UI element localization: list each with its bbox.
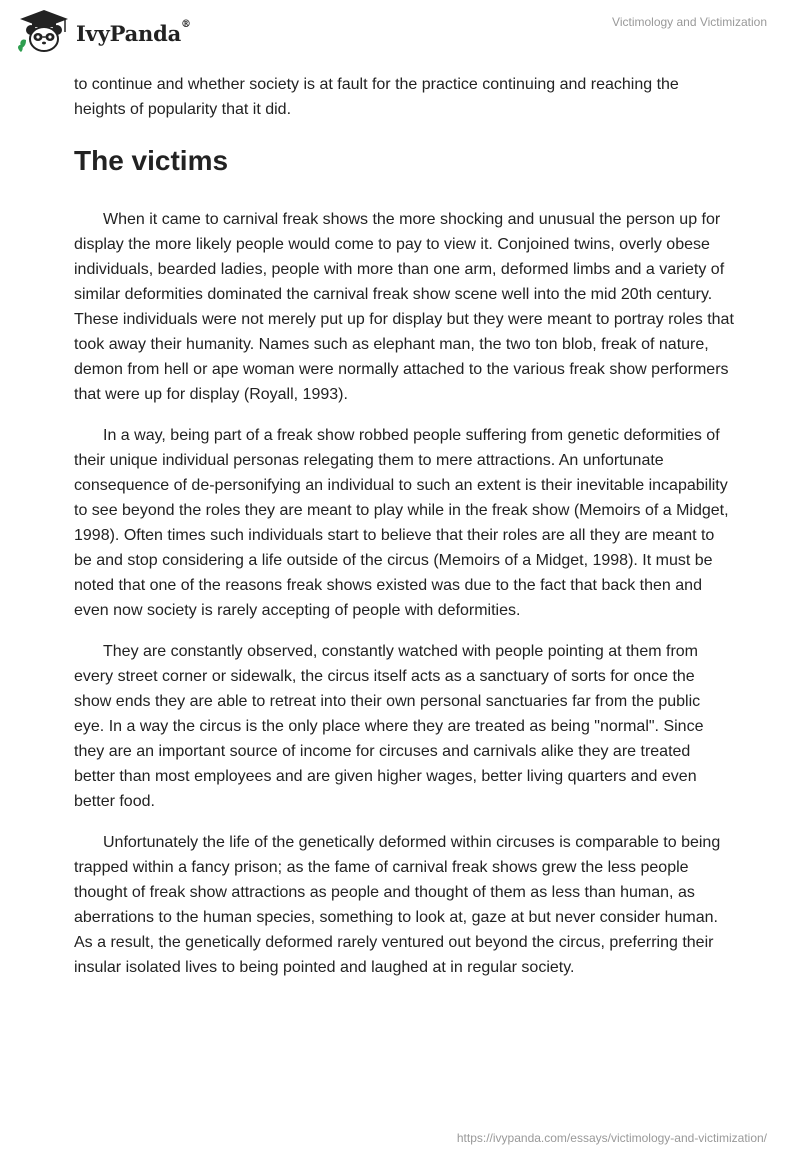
source-url-link[interactable]: https://ivypanda.com/essays/victimology-and-victimization/ <box>456 1131 767 1145</box>
section-heading: The victims <box>74 145 229 176</box>
document-title: Victimology and Victimization <box>612 15 767 29</box>
brand-name-text: IvyPanda <box>76 20 182 46</box>
registered-mark: ® <box>181 18 191 30</box>
brand-name <box>76 18 191 46</box>
article-body <box>74 72 734 996</box>
paragraph: In a way, being part of a freak show robbed people suffering from genetic deformities of their unique individual personas relegating them to mere attractions. An unfortunate consequence of de-personifying an individual to such an extent is their inevitable incapability to see beyond the roles they are meant to play while in the freak show (Memoirs of a Midget, 1998). Often times such individuals start to believe that their roles are all they are meant to be and stop considering a life outside of the circus (Memoirs of a Midget, 1998). It must be noted that one of the reasons freak shows existed was due to the fact that back then and even now society is rarely accepting of people with deformities. <box>74 427 729 619</box>
paragraph: Unfortunately the life of the genetically deformed within circuses is comparable to being trapped within a fancy prison; as the fame of carnival freak shows grew the less people thought of freak show attractions as people and thought of them as less than human, as aberrations to the human species, something to look at, gaze at but never consider human. As a result, the genetically deformed rarely ventured out beyond the circus, preferring their insular isolated lives to being pointed and laughed at in regular society. <box>74 834 721 976</box>
ivypanda-logo[interactable] <box>16 8 191 54</box>
intro-paragraph: to continue and whether society is at fault for the practice continuing and reaching the heights of popularity that it did. <box>74 76 679 118</box>
paragraph: They are constantly observed, constantly watched with people pointing at them from every street corner or sidewalk, the circus itself acts as a sanctuary of sorts for once the show ends they are able to retreat into their own personal sanctuaries far from the public eye. In a way the circus is the only place where they are treated as being "normal". Since they are an important source of income for circuses and carnivals alike they are treated better than most employees and are given higher wages, better living quarters and even better food. <box>74 643 704 810</box>
page-header <box>0 0 800 62</box>
panda-graduate-logo-icon <box>16 8 72 54</box>
paragraph: When it came to carnival freak shows the more shocking and unusual the person up for display the more likely people would come to pay to view it. Conjoined twins, overly obese individuals, bearded ladies, people with more than one arm, deformed limbs and a variety of similar deformities dominated the carnival freak show scene well into the mid 20th century. These individuals were not merely put up for display but they were meant to portray roles that took away their humanity. Names such as elephant man, the two ton blob, freak of nature, demon from hell or ape woman were normally attached to the various freak show performers that were up for display (Royall, 1993). <box>74 211 734 403</box>
